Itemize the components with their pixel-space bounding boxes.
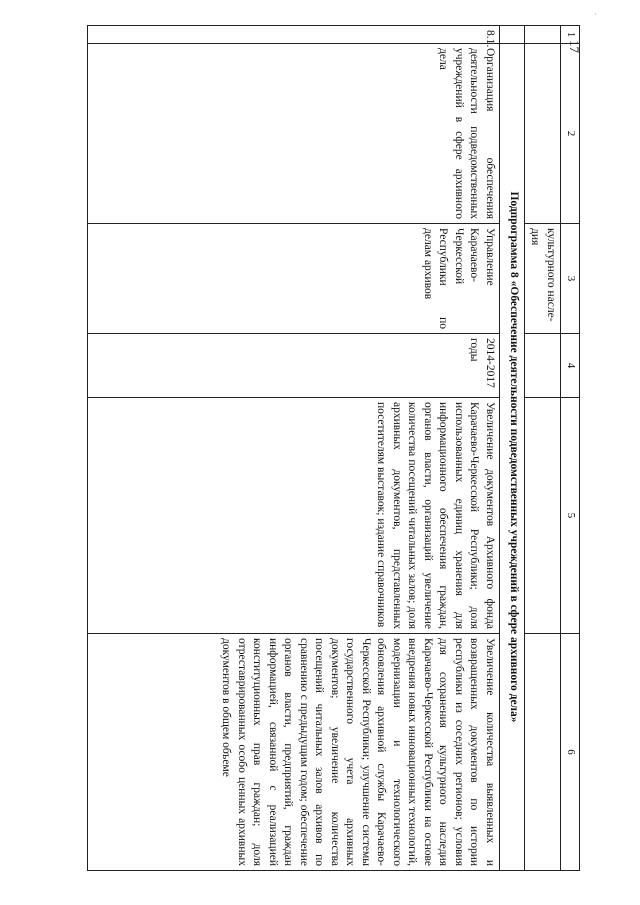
carryover-cell — [525, 334, 561, 398]
column-number: 1 — [561, 26, 580, 44]
carryover-cell — [525, 634, 561, 871]
carryover-line: дия — [529, 228, 542, 246]
column-number: 4 — [561, 334, 580, 398]
indicators: Увеличение документов Архивного фонда Карачаево-Черкесской Республики; доля использованных единиц хранения для информационного обеспечения граждан, органов власти, организаций увеличение количества посещений читальных залов; доля архивных документов, представленных посетителям выставок; издание справочников — [88, 398, 500, 634]
carryover-cell — [525, 26, 561, 44]
column-number: 5 — [561, 398, 580, 634]
carryover-cell — [525, 224, 561, 334]
program-table — [87, 25, 580, 871]
carryover-line: культурного насле- — [545, 228, 557, 322]
section-row — [500, 26, 525, 871]
column-number: 2 — [561, 44, 580, 224]
carryover-cell — [525, 44, 561, 224]
section-blank — [500, 26, 525, 44]
page-number: 17 — [567, 40, 582, 53]
table-row — [88, 26, 500, 871]
scan-speck: · — [594, 10, 597, 19]
carryover-cell — [525, 398, 561, 634]
rotated-page — [60, 25, 580, 870]
measure-name: Организация обеспечения деятельности подведомственных учреждений в сфере архивного дела — [88, 44, 500, 224]
carryover-row — [525, 26, 561, 871]
column-number-row — [561, 26, 580, 871]
row-number: 8.1. — [88, 26, 500, 44]
expected-results: Увеличение количества выявленных и возвращенных документов по истории республики из соседних регионов; условия для сохранения культурного наследия Карачаево-Черкесской Республики на основе внедрения новых инновационных технологий, модернизации и технологического обновления архивной службы Карачаево-Черкесской Республики; улучшение системы государственного учета архивных документов; увеличение количества посещений читальных залов архивов по сравнению с предыдущим годом; обеспечение органов власти, предприятий, граждан информацией, связанной с реализацией конституционных прав граждан; доля отреставрированных особо ценных архивных документов в общем объеме — [88, 634, 500, 871]
section-title: Подпрограмма 8 «Обеспечение деятельности подведомственных учреждений в сфере архивного дела» — [500, 44, 525, 871]
column-number: 3 — [561, 224, 580, 334]
implementation-period: 2014-2017 годы — [88, 334, 500, 398]
column-number: 6 — [561, 634, 580, 871]
executor: Управление Карачаево-Черкесской Республики по делам архивов — [88, 224, 500, 334]
